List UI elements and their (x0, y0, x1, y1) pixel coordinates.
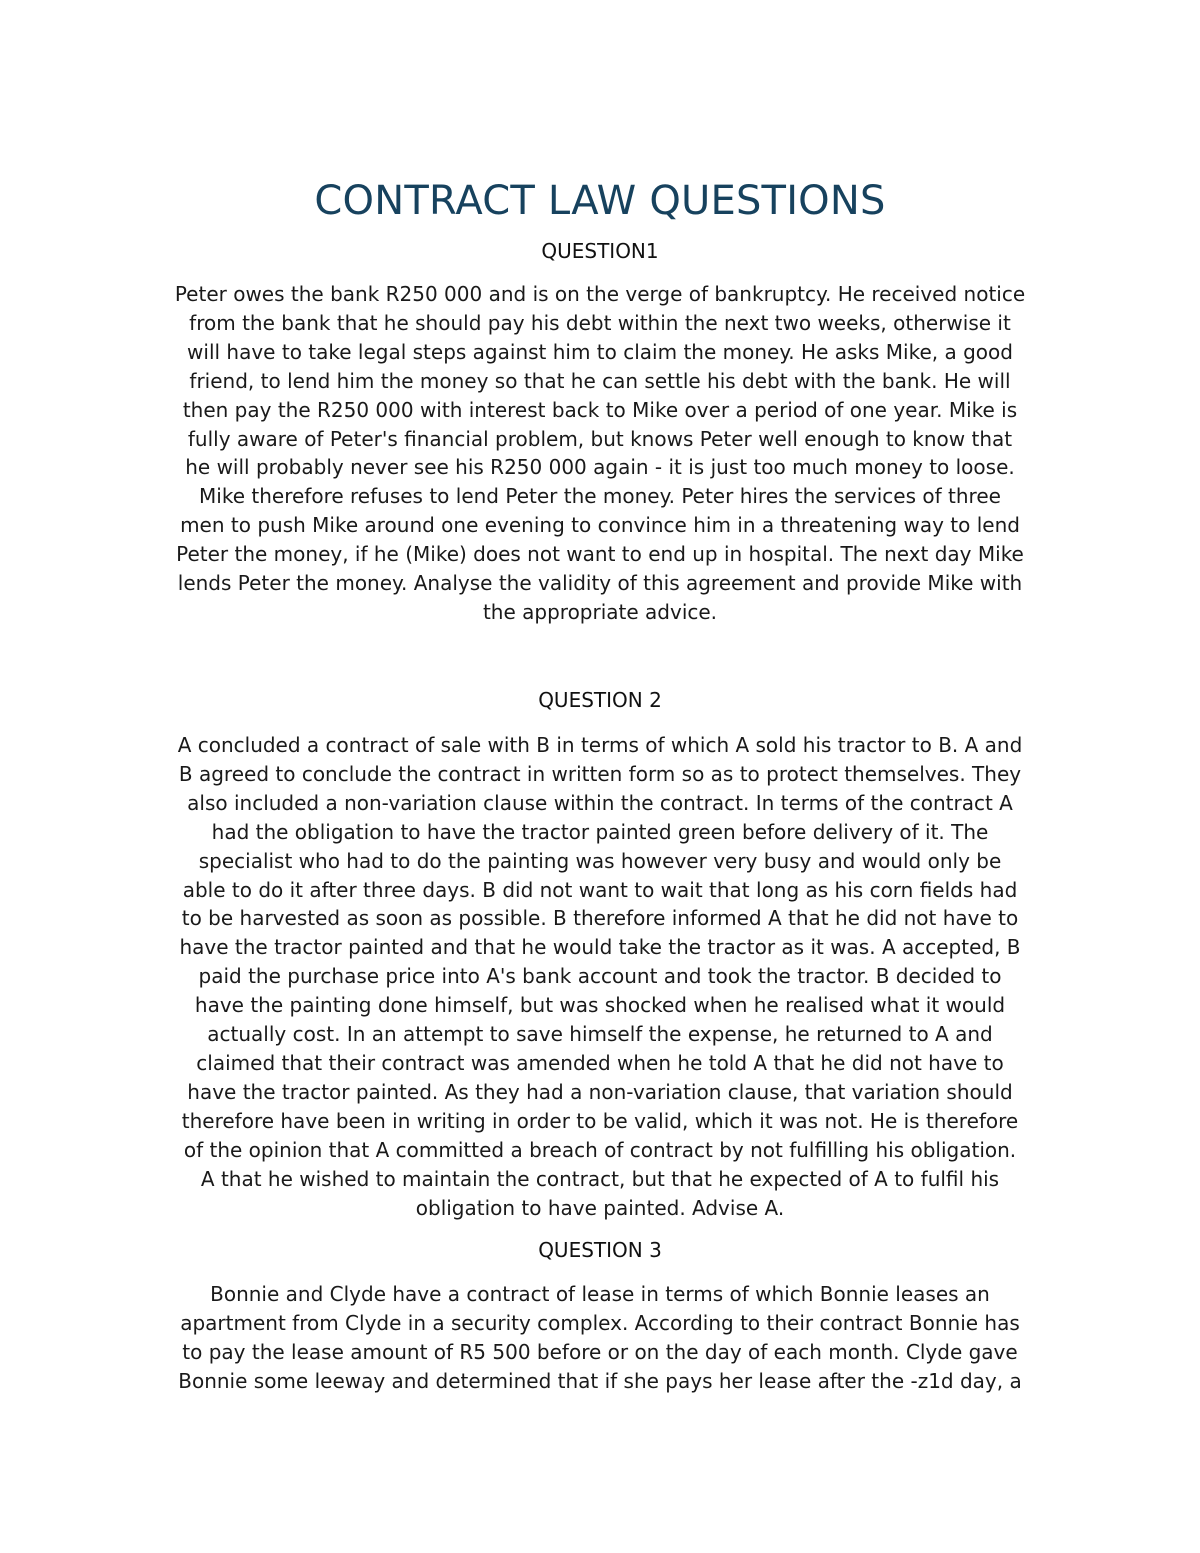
text-line: the appropriate advice. (482, 599, 718, 624)
text-line: of the opinion that A committed a breach of contract by not fulfilling his obligation. (183, 1137, 1017, 1162)
text-line: have the tractor painted and that he would take the tractor as it was. A accepted, B (179, 935, 1021, 960)
text-line: Mike therefore refuses to lend Peter the money. Peter hires the services of three (199, 484, 1001, 509)
question-1-heading: QUESTION1 (541, 239, 659, 263)
question-1-text (135, 280, 1065, 627)
text-line: specialist who had to do the painting was however very busy and would only be (198, 848, 1002, 873)
question-2-text (135, 731, 1065, 1222)
text-line: B agreed to conclude the contract in written form so as to protect themselves. They (178, 761, 1022, 786)
text-line: also included a non-variation clause within the contract. In terms of the contract A (187, 790, 1013, 815)
text-line: A that he wished to maintain the contract, but that he expected of A to fulfil his (200, 1166, 1000, 1191)
text-line: have the tractor painted. As they had a non-variation clause, that variation should (187, 1079, 1013, 1104)
text-line: he will probably never see his R250 000 again - it is just too much money to loose. (185, 455, 1015, 480)
text-line: from the bank that he should pay his debt within the next two weeks, otherwise it (189, 310, 1011, 335)
text-line: Bonnie some leeway and determined that if she pays her lease after the -z1d day, a (178, 1368, 1022, 1393)
text-line: actually cost. In an attempt to save himself the expense, he returned to A and (207, 1022, 993, 1047)
text-line: friend, to lend him the money so that he can settle his debt with the bank. He will (189, 368, 1011, 393)
text-line: obligation to have painted. Advise A. (415, 1195, 785, 1220)
text-line: to be harvested as soon as possible. B therefore informed A that he did not have to (181, 906, 1019, 931)
document-title: CONTRACT LAW QUESTIONS (314, 178, 886, 224)
text-line: fully aware of Peter's financial problem, but knows Peter well enough to know that (187, 426, 1013, 451)
question-3-text (135, 1280, 1065, 1396)
text-line: able to do it after three days. B did not want to wait that long as his corn fields had (182, 877, 1018, 902)
text-line: will have to take legal steps against him to claim the money. He asks Mike, a good (187, 339, 1013, 364)
text-line: A concluded a contract of sale with B in terms of which A sold his tractor to B. A and (177, 733, 1023, 757)
text-line: lends Peter the money. Analyse the validity of this agreement and provide Mike with (177, 571, 1023, 596)
text-line: therefore have been in writing in order to be valid, which it was not. He is therefore (181, 1108, 1019, 1133)
text-line: Peter owes the bank R250 000 and is on the verge of bankruptcy. He received notice (174, 282, 1026, 306)
question-3-heading: QUESTION 3 (538, 1238, 662, 1262)
text-line: to pay the lease amount of R5 500 before or on the day of each month. Clyde gave (182, 1339, 1018, 1364)
text-line: men to push Mike around one evening to convince him in a threatening way to lend (180, 513, 1020, 538)
text-line: Bonnie and Clyde have a contract of lease in terms of which Bonnie leases an (210, 1282, 990, 1306)
text-line: apartment from Clyde in a security complex. According to their contract Bonnie has (180, 1310, 1020, 1335)
text-line: had the obligation to have the tractor painted green before delivery of it. The (211, 819, 989, 844)
text-line: Peter the money, if he (Mike) does not want to end up in hospital. The next day Mike (176, 542, 1024, 567)
text-line: then pay the R250 000 with interest back to Mike over a period of one year. Mike is (182, 397, 1018, 422)
text-line: have the painting done himself, but was shocked when he realised what it would (194, 993, 1006, 1018)
question-2-heading: QUESTION 2 (538, 688, 662, 712)
text-line: claimed that their contract was amended when he told A that he did not have to (196, 1050, 1004, 1075)
text-line: paid the purchase price into A's bank account and took the tractor. B decided to (198, 964, 1002, 989)
